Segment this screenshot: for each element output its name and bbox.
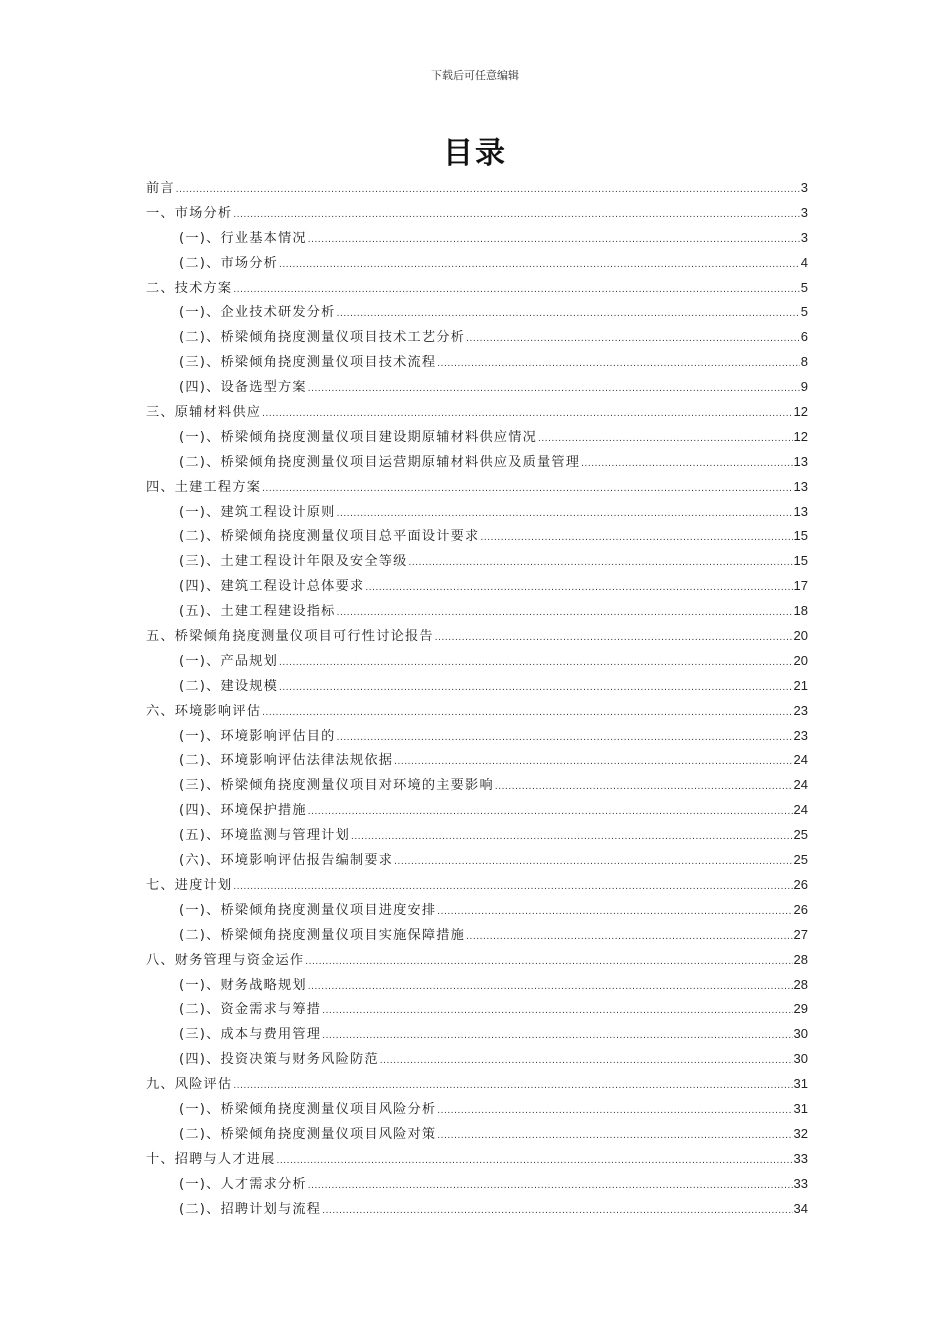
toc-entry-text: (三)、土建工程设计年限及安全等级 bbox=[179, 554, 408, 570]
toc-entry-text: (二)、桥梁倾角挠度测量仪项目风险对策 bbox=[179, 1126, 437, 1142]
toc-page-number: 29 bbox=[793, 1001, 808, 1017]
toc-dot-leader bbox=[308, 228, 800, 253]
toc-page-number: 3 bbox=[800, 229, 808, 245]
toc-dot-leader bbox=[365, 576, 792, 601]
toc-entry-text: 三、原辅材料供应 bbox=[146, 405, 262, 421]
toc-entry[interactable] bbox=[146, 574, 808, 599]
table-of-contents bbox=[146, 176, 808, 1221]
toc-entry-text: 四、土建工程方案 bbox=[146, 479, 262, 495]
toc-entry-text: (二)、招聘计划与流程 bbox=[179, 1201, 322, 1217]
toc-page-number: 31 bbox=[793, 1100, 808, 1116]
toc-page-number: 13 bbox=[793, 503, 808, 519]
toc-dot-leader bbox=[262, 402, 792, 427]
toc-dot-leader bbox=[437, 1124, 792, 1149]
toc-page-number: 26 bbox=[793, 876, 808, 892]
toc-page-number: 5 bbox=[800, 304, 808, 320]
toc-entry[interactable] bbox=[146, 500, 808, 525]
toc-dot-leader bbox=[262, 701, 792, 726]
toc-entry-text: (二)、建设规模 bbox=[179, 678, 279, 694]
toc-dot-leader bbox=[466, 925, 792, 950]
toc-dot-leader bbox=[176, 178, 800, 203]
toc-dot-leader bbox=[262, 477, 792, 502]
toc-dot-leader bbox=[308, 800, 793, 825]
toc-entry[interactable] bbox=[146, 973, 808, 998]
toc-entry-text: (一)、桥梁倾角挠度测量仪项目风险分析 bbox=[179, 1101, 437, 1117]
toc-entry-text: (五)、土建工程建设指标 bbox=[179, 604, 336, 620]
toc-page-number: 30 bbox=[793, 1026, 808, 1042]
toc-page-number: 13 bbox=[793, 478, 808, 494]
toc-entry[interactable] bbox=[146, 923, 808, 948]
toc-dot-leader bbox=[279, 651, 793, 676]
toc-title: 目录 bbox=[443, 136, 507, 171]
toc-dot-leader bbox=[437, 352, 799, 377]
toc-dot-leader bbox=[581, 452, 792, 477]
toc-page-number: 33 bbox=[793, 1175, 808, 1191]
toc-dot-leader bbox=[308, 975, 793, 1000]
toc-entry-text: (三)、桥梁倾角挠度测量仪项目技术流程 bbox=[179, 355, 437, 371]
toc-entry-text: (一)、产品规划 bbox=[179, 653, 279, 669]
toc-entry[interactable] bbox=[146, 948, 808, 973]
toc-dot-leader bbox=[305, 950, 792, 975]
toc-entry[interactable] bbox=[146, 176, 808, 201]
toc-entry-text: (一)、桥梁倾角挠度测量仪项目建设期原辅材料供应情况 bbox=[179, 429, 537, 445]
toc-entry-text: (一)、行业基本情况 bbox=[179, 230, 307, 246]
toc-dot-leader bbox=[233, 203, 799, 228]
toc-dot-leader bbox=[435, 626, 793, 651]
toc-entry[interactable] bbox=[146, 1072, 808, 1097]
toc-dot-leader bbox=[351, 825, 793, 850]
header-note: 下载后可任意编辑 bbox=[431, 69, 519, 82]
toc-entry-text: (三)、成本与费用管理 bbox=[179, 1027, 322, 1043]
toc-entry-text: (一)、环境影响评估目的 bbox=[179, 728, 336, 744]
toc-entry[interactable] bbox=[146, 674, 808, 699]
toc-dot-leader bbox=[322, 1024, 792, 1049]
toc-entry[interactable] bbox=[146, 724, 808, 749]
toc-entry[interactable] bbox=[146, 549, 808, 574]
toc-page-number: 9 bbox=[800, 379, 808, 395]
toc-dot-leader bbox=[337, 302, 800, 327]
toc-page-number: 32 bbox=[793, 1125, 808, 1141]
toc-page-number: 23 bbox=[793, 727, 808, 743]
toc-entry-text: (二)、环境影响评估法律法规依据 bbox=[179, 753, 394, 769]
toc-entry[interactable] bbox=[146, 400, 808, 425]
toc-dot-leader bbox=[279, 676, 793, 701]
toc-entry[interactable] bbox=[146, 848, 808, 873]
toc-entry-text: (一)、人才需求分析 bbox=[179, 1176, 307, 1192]
toc-entry[interactable] bbox=[146, 450, 808, 475]
toc-page-number: 25 bbox=[793, 852, 808, 868]
toc-page-number: 31 bbox=[793, 1076, 808, 1092]
toc-page-number: 12 bbox=[793, 428, 808, 444]
toc-dot-leader bbox=[437, 1099, 792, 1124]
toc-dot-leader bbox=[337, 726, 793, 751]
toc-page-number: 8 bbox=[800, 354, 808, 370]
toc-entry-text: (三)、桥梁倾角挠度测量仪项目对环境的主要影响 bbox=[179, 778, 494, 794]
toc-entry-text: 一、市场分析 bbox=[146, 205, 233, 221]
toc-entry[interactable] bbox=[146, 375, 808, 400]
toc-dot-leader bbox=[437, 900, 792, 925]
toc-page-number: 15 bbox=[793, 553, 808, 569]
toc-entry-text: (一)、企业技术研发分析 bbox=[179, 305, 336, 321]
toc-entry[interactable] bbox=[146, 624, 808, 649]
toc-page-number: 20 bbox=[793, 652, 808, 668]
toc-entry-text: (四)、建筑工程设计总体要求 bbox=[179, 579, 365, 595]
toc-entry[interactable] bbox=[146, 997, 808, 1022]
toc-entry-text: 十、招聘与人才进展 bbox=[146, 1151, 276, 1167]
toc-entry-text: (一)、财务战略规划 bbox=[179, 977, 307, 993]
toc-entry[interactable] bbox=[146, 699, 808, 724]
toc-page-number: 17 bbox=[793, 578, 808, 594]
toc-page-number: 15 bbox=[793, 528, 808, 544]
toc-page-number: 34 bbox=[793, 1200, 808, 1216]
toc-entry[interactable] bbox=[146, 201, 808, 226]
toc-dot-leader bbox=[233, 278, 799, 303]
toc-entry[interactable] bbox=[146, 1147, 808, 1172]
toc-page-number: 13 bbox=[793, 453, 808, 469]
toc-page-number: 3 bbox=[800, 180, 808, 195]
toc-entry-text: (四)、投资决策与财务风险防范 bbox=[179, 1052, 379, 1068]
toc-dot-leader bbox=[394, 750, 792, 775]
toc-entry-text: (五)、环境监测与管理计划 bbox=[179, 828, 350, 844]
toc-page-number: 28 bbox=[793, 976, 808, 992]
toc-page-number: 18 bbox=[793, 603, 808, 619]
toc-entry-text: 五、桥梁倾角挠度测量仪项目可行性讨论报告 bbox=[146, 629, 434, 645]
toc-entry[interactable] bbox=[146, 300, 808, 325]
toc-dot-leader bbox=[308, 377, 800, 402]
toc-page-number: 25 bbox=[793, 827, 808, 843]
toc-entry-text: 二、技术方案 bbox=[146, 280, 233, 296]
toc-entry-text: 六、环境影响评估 bbox=[146, 703, 262, 719]
toc-entry[interactable] bbox=[146, 773, 808, 798]
toc-entry[interactable] bbox=[146, 425, 808, 450]
toc-entry[interactable] bbox=[146, 524, 808, 549]
toc-entry-text: (二)、桥梁倾角挠度测量仪项目实施保障措施 bbox=[179, 927, 466, 943]
toc-entry-text: (二)、桥梁倾角挠度测量仪项目技术工艺分析 bbox=[179, 330, 466, 346]
toc-dot-leader bbox=[337, 601, 793, 626]
toc-dot-leader bbox=[322, 999, 792, 1024]
toc-page-number: 24 bbox=[793, 777, 808, 793]
toc-entry[interactable] bbox=[146, 1097, 808, 1122]
toc-entry[interactable] bbox=[146, 1172, 808, 1197]
toc-entry-text: 九、风险评估 bbox=[146, 1077, 233, 1093]
toc-dot-leader bbox=[277, 1149, 793, 1174]
toc-entry-text: 八、财务管理与资金运作 bbox=[146, 952, 305, 968]
toc-dot-leader bbox=[480, 526, 792, 551]
toc-entry[interactable] bbox=[146, 276, 808, 301]
toc-page-number: 33 bbox=[793, 1150, 808, 1166]
toc-dot-leader bbox=[538, 427, 793, 452]
toc-page-number: 23 bbox=[793, 702, 808, 718]
toc-entry[interactable] bbox=[146, 1022, 808, 1047]
toc-entry-text: (一)、桥梁倾角挠度测量仪项目进度安排 bbox=[179, 902, 437, 918]
toc-dot-leader bbox=[495, 775, 793, 800]
toc-dot-leader bbox=[279, 253, 800, 278]
toc-entry[interactable] bbox=[146, 475, 808, 500]
toc-dot-leader bbox=[322, 1199, 792, 1224]
toc-page-number: 24 bbox=[793, 802, 808, 818]
toc-entry-text: (二)、桥梁倾角挠度测量仪项目总平面设计要求 bbox=[179, 529, 480, 545]
toc-entry-text: (二)、桥梁倾角挠度测量仪项目运营期原辅材料供应及质量管理 bbox=[179, 454, 581, 470]
toc-entry[interactable] bbox=[146, 1197, 808, 1222]
toc-page-number: 6 bbox=[800, 329, 808, 345]
toc-entry[interactable] bbox=[146, 599, 808, 624]
toc-entry-text: (二)、资金需求与筹措 bbox=[179, 1002, 322, 1018]
toc-entry-text: (六)、环境影响评估报告编制要求 bbox=[179, 853, 394, 869]
toc-entry-text: 七、进度计划 bbox=[146, 877, 233, 893]
toc-page-number: 12 bbox=[793, 404, 808, 420]
toc-entry-text: (四)、设备选型方案 bbox=[179, 380, 307, 396]
toc-page-number: 24 bbox=[793, 752, 808, 768]
toc-entry[interactable] bbox=[146, 350, 808, 375]
toc-dot-leader bbox=[233, 1074, 792, 1099]
toc-entry[interactable] bbox=[146, 823, 808, 848]
toc-page-number: 20 bbox=[793, 628, 808, 644]
toc-page-number: 26 bbox=[793, 901, 808, 917]
toc-entry[interactable] bbox=[146, 1122, 808, 1147]
toc-entry[interactable] bbox=[146, 251, 808, 276]
toc-page-number: 27 bbox=[793, 926, 808, 942]
toc-dot-leader bbox=[409, 551, 793, 576]
toc-entry[interactable] bbox=[146, 1047, 808, 1072]
toc-dot-leader bbox=[337, 502, 793, 527]
toc-page-number: 4 bbox=[800, 254, 808, 270]
toc-dot-leader bbox=[466, 327, 800, 352]
toc-entry[interactable] bbox=[146, 873, 808, 898]
toc-page-number: 5 bbox=[800, 279, 808, 295]
toc-entry-text: (一)、建筑工程设计原则 bbox=[179, 504, 336, 520]
toc-entry-text: (二)、市场分析 bbox=[179, 255, 279, 271]
toc-dot-leader bbox=[233, 875, 792, 900]
toc-page-number: 28 bbox=[793, 951, 808, 967]
toc-entry[interactable] bbox=[146, 748, 808, 773]
toc-page-number: 3 bbox=[800, 204, 808, 220]
toc-entry[interactable] bbox=[146, 898, 808, 923]
toc-page-number: 21 bbox=[793, 677, 808, 693]
toc-dot-leader bbox=[308, 1174, 793, 1199]
toc-entry-text: 前言 bbox=[146, 181, 175, 196]
toc-page-number: 30 bbox=[793, 1051, 808, 1067]
toc-entry-text: (四)、环境保护措施 bbox=[179, 803, 307, 819]
toc-dot-leader bbox=[380, 1049, 793, 1074]
toc-entry[interactable] bbox=[146, 649, 808, 674]
toc-entry[interactable] bbox=[146, 798, 808, 823]
toc-entry[interactable] bbox=[146, 226, 808, 251]
toc-dot-leader bbox=[394, 850, 792, 875]
toc-entry[interactable] bbox=[146, 325, 808, 350]
